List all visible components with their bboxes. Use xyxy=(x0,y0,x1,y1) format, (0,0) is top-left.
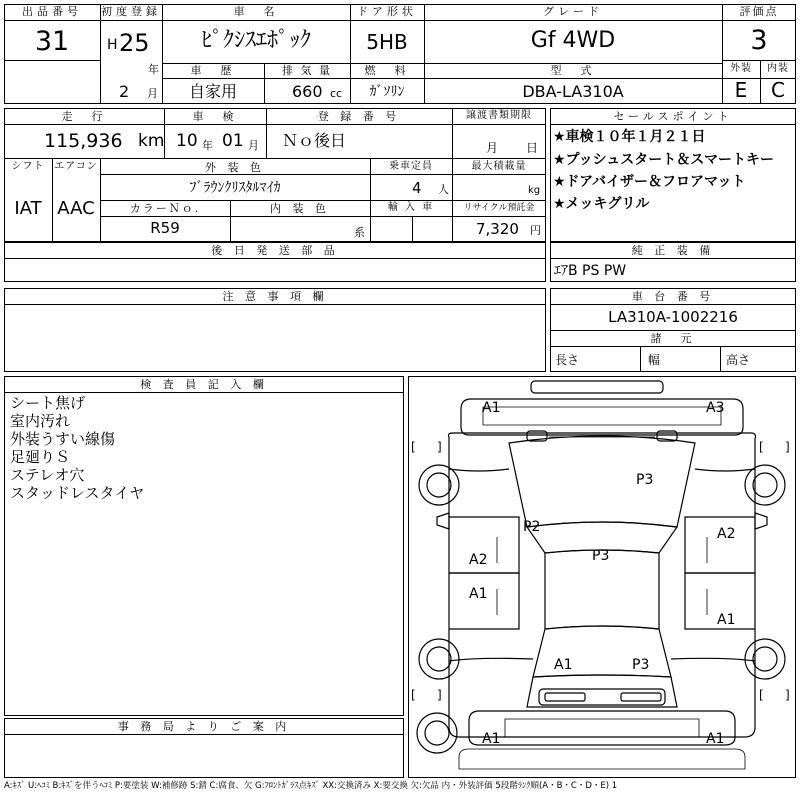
specs-length-label: 長さ xyxy=(555,353,580,367)
exterior-grade-label: 外装 xyxy=(730,63,752,74)
recycle-value: 7,320 xyxy=(476,220,519,238)
chassis-number-label: 車 台 番 号 xyxy=(631,290,715,303)
first-registration-label: 初度登録 xyxy=(101,5,161,18)
svg-text:[: [ xyxy=(759,440,764,454)
first-registration-month-unit: 月 xyxy=(147,87,158,100)
displacement-label: 排 気 量 xyxy=(282,64,332,77)
specs-width-label: 幅 xyxy=(648,353,661,367)
inspection-year-unit: 年 xyxy=(202,139,213,152)
inspector-notes-label: 検 査 員 記 入 欄 xyxy=(140,378,268,391)
inspection-label: 車 検 xyxy=(192,110,238,123)
legend-text: A:ｷｽﾞ U:ﾍｺﾐ B:ｷｽﾞを伴うﾍｺﾐ P:要塗装 W:補修跡 S:錆 C:腐食、欠 G:ﾌﾛﾝﾄｶﾞﾗｽ点ｷｽﾞ XX:交換済み X:要交換 欠:欠品 内・外装評価 5段階ﾗﾝｸ順(A・B・C・D・E) 1 xyxy=(4,781,618,791)
later-parts-label: 後 日 発 送 部 品 xyxy=(211,244,339,257)
damage-mark-roof: P3 xyxy=(592,548,610,564)
sales-point-item: ★プッシュスタート＆スマートキー xyxy=(553,152,775,168)
first-registration-year-unit: 年 xyxy=(148,63,159,76)
max-load-label: 最大積載量 xyxy=(471,161,527,172)
grade-label: グレード xyxy=(543,5,603,18)
transfer-deadline-day-unit: 日 xyxy=(526,141,539,155)
inspector-note-line: スタッドレスタイヤ xyxy=(10,484,145,502)
lot-number-label: 出品番号 xyxy=(22,5,82,18)
interior-grade-label: 内装 xyxy=(767,63,789,74)
displacement-value: 660 xyxy=(292,82,323,101)
grade-value: Gf 4WD xyxy=(530,28,616,53)
import-label: 輸 入 車 xyxy=(387,202,435,213)
transfer-deadline-label: 譲渡書類期限 xyxy=(466,110,532,121)
mileage-unit: km xyxy=(138,131,165,151)
genuine-equipment-value: ｴｱB PS PW xyxy=(554,263,627,279)
damage-mark-right-front-door: A2 xyxy=(717,526,736,542)
recycle-label: リサイクル預託金 xyxy=(463,203,535,213)
shift-value: IAT xyxy=(14,198,42,219)
interior-color-label: 内 装 色 xyxy=(270,202,330,215)
damage-mark-rear-bumper-right: A1 xyxy=(706,731,725,747)
capacity-unit: 人 xyxy=(438,183,449,196)
office-guidance-label: 事 務 局 よ り ご 案 内 xyxy=(117,720,291,733)
inspector-note-line: 外装うすい線傷 xyxy=(10,430,116,448)
damage-mark-left-front-door: A2 xyxy=(469,552,488,568)
inspector-note-line: 室内汚れ xyxy=(10,412,71,430)
fuel-label: 燃 料 xyxy=(364,64,410,77)
first-registration-year: 25 xyxy=(119,29,150,57)
max-load-unit: kg xyxy=(528,185,541,196)
sales-point-item: ★車検１０年１月２１日 xyxy=(553,129,706,145)
specs-height-label: 高さ xyxy=(726,353,751,367)
car-name-value: ﾋﾟｸｼｽｴﾎﾟｯｸ xyxy=(200,28,311,53)
svg-text:]: ] xyxy=(785,688,790,702)
inspector-note-line: シート焦げ xyxy=(10,394,86,412)
inspection-month-unit: 月 xyxy=(248,139,259,152)
mileage-value: 115,936 xyxy=(44,130,123,152)
sales-point-item: ★ドアバイザー＆フロアマット xyxy=(553,174,746,190)
svg-text:]: ] xyxy=(437,688,442,702)
svg-text:[: [ xyxy=(411,440,416,454)
exterior-color-value: ﾌﾞﾗｳﾝｸﾘｽﾀﾙﾏｲｶ xyxy=(189,180,281,196)
notes-label: 注 意 事 項 欄 xyxy=(222,290,328,303)
inspector-note-line: ステレオ穴 xyxy=(10,466,85,484)
sales-point-item: ★メッキグリル xyxy=(553,196,650,212)
svg-text:[: [ xyxy=(411,688,416,702)
color-number-label: カラーＮｏ. xyxy=(129,202,201,215)
history-label: 車 歴 xyxy=(190,64,236,77)
damage-mark-rear-right: P3 xyxy=(632,657,650,673)
history-value: 自家用 xyxy=(188,82,237,101)
door-type-value: 5HB xyxy=(366,30,408,54)
specs-label: 諸 元 xyxy=(650,332,696,345)
lot-number-value: 31 xyxy=(34,26,70,57)
damage-mark-rear-bumper-left: A1 xyxy=(482,731,501,747)
damage-mark-right-rear-door: A1 xyxy=(717,612,736,628)
inspection-year: 10 xyxy=(176,131,198,151)
score-value: 3 xyxy=(750,25,768,56)
svg-text:]: ] xyxy=(437,440,442,454)
exterior-grade-value: E xyxy=(734,78,748,102)
chassis-number-value: LA310A-1002216 xyxy=(608,308,738,326)
mileage-label: 走 行 xyxy=(61,110,107,123)
first-registration-month: 2 xyxy=(119,82,130,101)
capacity-value: 4 xyxy=(412,179,422,197)
damage-diagram-box xyxy=(408,376,796,778)
shift-label: シフト xyxy=(11,161,45,172)
damage-mark-windshield: P2 xyxy=(523,519,541,535)
svg-text:]: ] xyxy=(785,440,790,454)
damage-mark-front-left: A1 xyxy=(482,400,501,416)
door-type-label: ドア形状 xyxy=(357,5,417,18)
interior-grade-value: C xyxy=(771,78,785,102)
genuine-equipment-label: 純 正 装 備 xyxy=(631,244,715,257)
registration-number-label: 登 録 番 号 xyxy=(317,110,401,123)
damage-mark-rear-left: A1 xyxy=(554,657,573,673)
score-label: 評価点 xyxy=(739,5,779,18)
inspector-note-line: 足廻りＳ xyxy=(10,448,71,466)
car-name-label: 車 名 xyxy=(233,5,279,18)
exterior-color-label: 外 装 色 xyxy=(205,161,265,174)
damage-mark-left-rear-door: A1 xyxy=(469,586,488,602)
svg-text:[: [ xyxy=(759,688,764,702)
capacity-label: 乗車定員 xyxy=(389,161,433,172)
detail-grid xyxy=(4,108,546,242)
damage-mark-hood: P3 xyxy=(636,472,654,488)
car-damage-diagram xyxy=(409,377,795,777)
recycle-unit: 円 xyxy=(530,224,541,237)
first-registration-era: H xyxy=(107,37,118,53)
inspection-month: 01 xyxy=(222,131,244,151)
displacement-unit: cc xyxy=(330,87,343,100)
ac-label: エアコン xyxy=(54,161,98,172)
model-label: 型 式 xyxy=(550,64,596,77)
registration-number-value: Ｎｏ後日 xyxy=(282,131,347,150)
damage-mark-front-right: A3 xyxy=(706,400,725,416)
fuel-value: ｶﾞｿﾘﾝ xyxy=(369,84,405,100)
ac-value: AAC xyxy=(57,198,95,219)
transfer-deadline-month-unit: 月 xyxy=(486,141,499,155)
interior-color-unit: 系 xyxy=(354,226,365,239)
color-number-value: R59 xyxy=(150,219,180,237)
sales-points-label: セールスポイント xyxy=(613,110,733,123)
model-value: DBA-LA310A xyxy=(522,82,624,101)
